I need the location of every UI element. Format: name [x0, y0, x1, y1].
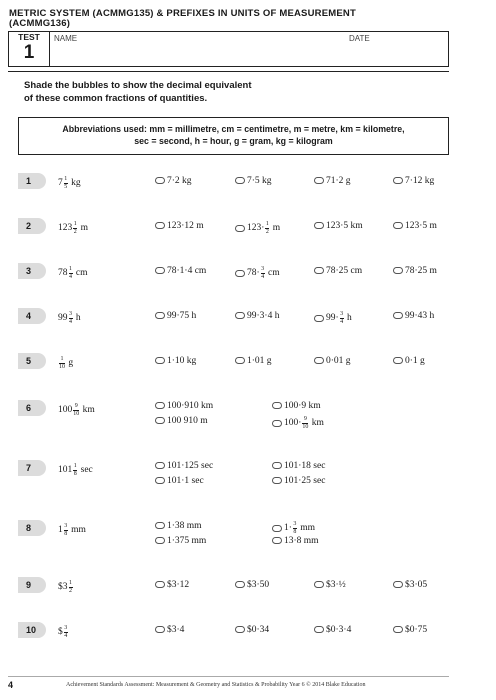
- answer-bubble[interactable]: [314, 222, 324, 229]
- answer-text: 7·2 kg: [167, 176, 192, 186]
- answer-option[interactable]: [235, 580, 269, 590]
- fraction-numerator: 1: [73, 463, 77, 469]
- question-text: [58, 176, 81, 190]
- answer-option[interactable]: [314, 580, 346, 590]
- fraction: [340, 311, 344, 325]
- answer-option[interactable]: [314, 625, 351, 635]
- question-row: [0, 622, 496, 656]
- fraction-numerator: 3: [64, 625, 68, 631]
- answer-text: 123·12 m: [167, 221, 204, 231]
- answer-option[interactable]: [314, 356, 351, 366]
- answer-bubble[interactable]: [235, 225, 245, 232]
- question-text: [58, 403, 95, 417]
- answer-text: 7·12 kg: [405, 176, 435, 186]
- answer-text: $0·75: [405, 625, 428, 635]
- question-row: [0, 263, 496, 297]
- answer-option[interactable]: [314, 311, 352, 325]
- answer-option[interactable]: [272, 536, 319, 546]
- answer-option[interactable]: [235, 356, 272, 366]
- answer-bubble[interactable]: [393, 357, 403, 364]
- fraction-denominator: 10: [59, 363, 65, 370]
- fraction-denominator: 2: [69, 587, 72, 594]
- answer-text: 1·375 mm: [167, 536, 207, 546]
- question-text: [58, 463, 93, 477]
- answer-bubble[interactable]: [155, 402, 165, 409]
- fraction-denominator: 8: [73, 470, 77, 477]
- fraction-denominator: 4: [261, 273, 265, 280]
- fraction-numerator: 1: [69, 580, 72, 586]
- question-number: 9: [18, 577, 46, 593]
- answer-unit: mm: [300, 523, 316, 534]
- test-number: 1: [23, 42, 35, 63]
- answer-option[interactable]: [155, 461, 213, 471]
- answer-text: 1·38 mm: [167, 521, 202, 531]
- fraction-numerator: 9: [74, 403, 78, 409]
- answer-bubble[interactable]: [272, 537, 282, 544]
- name-date-box[interactable]: [50, 31, 449, 67]
- answer-text: $3·12: [167, 580, 190, 590]
- question-text: [58, 523, 86, 537]
- answer-unit: cm: [268, 268, 280, 279]
- fraction: [59, 356, 65, 370]
- answer-option[interactable]: [393, 266, 437, 276]
- answer-unit: km: [311, 418, 324, 429]
- answer-unit: h: [347, 313, 352, 324]
- answer-text: $3·4: [167, 625, 185, 635]
- answer-option[interactable]: [235, 176, 272, 186]
- fraction-denominator: 10: [73, 410, 80, 417]
- answer-text: 99·43 h: [405, 311, 435, 321]
- fraction-denominator: 8: [64, 530, 68, 537]
- answer-bubble[interactable]: [155, 312, 165, 319]
- fraction-denominator: 8: [293, 528, 297, 535]
- fraction-denominator: 10: [302, 423, 309, 430]
- answer-bubble[interactable]: [272, 420, 282, 427]
- answer-bubble[interactable]: [155, 477, 165, 484]
- test-box: [8, 31, 50, 67]
- answer-text: 101·125 sec: [167, 461, 214, 471]
- answer-whole: 78·: [247, 268, 260, 279]
- question-whole: 1: [58, 525, 63, 536]
- answer-option[interactable]: [272, 461, 325, 471]
- question-whole: 7: [58, 178, 63, 189]
- fraction: [64, 176, 68, 190]
- question-whole: 78: [58, 268, 68, 279]
- fraction-denominator: 5: [64, 183, 68, 190]
- answer-option[interactable]: [155, 521, 202, 531]
- fraction: [73, 221, 77, 235]
- answer-bubble[interactable]: [235, 270, 245, 277]
- question-number: 3: [18, 263, 46, 279]
- fraction-numerator: 3: [64, 523, 68, 529]
- fraction-denominator: 2: [265, 228, 269, 235]
- answer-bubble[interactable]: [155, 417, 165, 424]
- answer-option[interactable]: [393, 580, 427, 590]
- answer-option[interactable]: [235, 266, 280, 280]
- question-unit: m: [80, 223, 89, 234]
- question-number: 1: [18, 173, 46, 189]
- answer-bubble[interactable]: [235, 626, 245, 633]
- answer-bubble[interactable]: [314, 626, 324, 633]
- fraction: [64, 523, 68, 537]
- answer-bubble[interactable]: [393, 312, 403, 319]
- answer-unit: m: [272, 223, 281, 234]
- answer-bubble[interactable]: [235, 357, 245, 364]
- answer-option[interactable]: [272, 521, 315, 535]
- question-unit: sec: [80, 465, 93, 476]
- answer-text: 123·5 km: [326, 221, 363, 231]
- footer-text: Achievement Standards Assessment: Measurement & Geometry and Statistics & Probability Year 6 © 2014 Blake Education: [66, 682, 366, 688]
- fraction-numerator: 3: [293, 521, 297, 527]
- answer-option[interactable]: [235, 221, 280, 235]
- question-number: 2: [18, 218, 46, 234]
- question-whole: $3: [58, 582, 68, 593]
- fraction: [73, 403, 79, 417]
- answer-bubble[interactable]: [393, 222, 403, 229]
- fraction: [265, 221, 269, 235]
- answer-text: $3·50: [247, 580, 270, 590]
- answer-bubble[interactable]: [314, 581, 324, 588]
- fraction-numerator: 1: [64, 176, 68, 182]
- answer-option[interactable]: [393, 625, 427, 635]
- fraction-denominator: 4: [64, 632, 68, 639]
- instructions-line-1: Shade the bubbles to show the decimal equivalent: [24, 80, 252, 91]
- fraction-denominator: 4: [69, 318, 72, 325]
- answer-bubble[interactable]: [155, 462, 165, 469]
- answer-bubble[interactable]: [393, 581, 403, 588]
- answer-whole: 123·: [247, 223, 265, 234]
- answer-text: 71·2 g: [326, 176, 351, 186]
- answer-bubble[interactable]: [155, 357, 165, 364]
- fraction-numerator: 1: [265, 221, 269, 227]
- question-number: 5: [18, 353, 46, 369]
- fraction-numerator: 1: [60, 356, 64, 362]
- fraction-numerator: 3: [69, 311, 72, 317]
- question-whole: 100: [58, 405, 73, 416]
- answer-bubble[interactable]: [314, 315, 324, 322]
- answer-bubble[interactable]: [155, 537, 165, 544]
- answer-bubble[interactable]: [272, 402, 282, 409]
- question-row: [0, 173, 496, 207]
- answer-text: 100·910 km: [167, 401, 214, 411]
- abbreviations-box: [18, 117, 449, 155]
- answer-option[interactable]: [272, 416, 324, 430]
- answer-option[interactable]: [393, 356, 425, 366]
- answer-text: $0·34: [247, 625, 270, 635]
- answer-option[interactable]: [272, 476, 325, 486]
- date-label: DATE: [349, 34, 370, 43]
- question-unit: kg: [71, 178, 81, 189]
- answer-option[interactable]: [155, 580, 189, 590]
- fraction: [69, 311, 73, 325]
- answer-bubble[interactable]: [272, 477, 282, 484]
- answer-option[interactable]: [314, 221, 363, 231]
- answer-bubble[interactable]: [155, 522, 165, 529]
- instructions-line-2: of these common fractions of quantities.: [24, 93, 208, 104]
- fraction-denominator: 4: [340, 318, 344, 325]
- answer-bubble[interactable]: [155, 222, 165, 229]
- fraction-denominator: 2: [73, 228, 77, 235]
- answer-option[interactable]: [314, 266, 362, 276]
- answer-text: $3·05: [405, 580, 428, 590]
- question-unit: cm: [75, 268, 88, 279]
- question-text: [58, 356, 73, 370]
- answer-bubble[interactable]: [235, 581, 245, 588]
- question-row: [0, 400, 496, 434]
- answer-bubble[interactable]: [155, 267, 165, 274]
- question-number: 8: [18, 520, 46, 536]
- answer-bubble[interactable]: [393, 267, 403, 274]
- fraction: [293, 521, 297, 535]
- footer-divider: [8, 676, 449, 677]
- abbreviations-line-2: sec = second, h = hour, g = gram, kg = kilogram: [134, 136, 333, 146]
- question-row: [0, 577, 496, 611]
- question-text: [58, 625, 69, 639]
- answer-text: 0·1 g: [405, 356, 425, 366]
- answer-bubble[interactable]: [235, 177, 245, 184]
- answer-text: 7·5 kg: [247, 176, 272, 186]
- answer-option[interactable]: [155, 356, 196, 366]
- question-row: [0, 218, 496, 252]
- question-text: [58, 580, 74, 594]
- question-row: [0, 353, 496, 387]
- answer-option[interactable]: [314, 176, 351, 186]
- answer-option[interactable]: [155, 311, 196, 321]
- answer-text: 0·01 g: [326, 356, 351, 366]
- answer-bubble[interactable]: [393, 626, 403, 633]
- fraction: [73, 463, 77, 477]
- answer-text: $3·½: [326, 580, 346, 590]
- fraction-numerator: 3: [340, 311, 344, 317]
- answer-text: 78·25 m: [405, 266, 437, 276]
- answer-bubble[interactable]: [235, 312, 245, 319]
- question-number: 10: [18, 622, 46, 638]
- answer-text: 101·1 sec: [167, 476, 204, 486]
- answer-whole: 1·: [284, 523, 292, 534]
- question-whole: 99: [58, 313, 68, 324]
- answer-bubble[interactable]: [155, 177, 165, 184]
- fraction-numerator: 1: [69, 266, 72, 272]
- question-whole: 101: [58, 465, 73, 476]
- answer-text: $0·3·4: [326, 625, 352, 635]
- fraction: [261, 266, 265, 280]
- question-text: [58, 311, 81, 325]
- question-unit: h: [75, 313, 81, 324]
- answer-option[interactable]: [155, 221, 204, 231]
- abbreviations-line-1: Abbreviations used: mm = millimetre, cm = centimetre, m = metre, km = kilometre,: [62, 124, 405, 134]
- answer-whole: 100·: [284, 418, 302, 429]
- fraction-numerator: 1: [73, 221, 77, 227]
- question-number: 7: [18, 460, 46, 476]
- question-row: [0, 308, 496, 342]
- answer-option[interactable]: [155, 416, 208, 426]
- answer-bubble[interactable]: [272, 525, 282, 532]
- answer-bubble[interactable]: [155, 626, 165, 633]
- question-number: 6: [18, 400, 46, 416]
- question-text: [58, 221, 88, 235]
- fraction-numerator: 9: [303, 416, 307, 422]
- answer-option[interactable]: [235, 625, 269, 635]
- answer-text: 99·3·4 h: [247, 311, 280, 321]
- answer-text: 78·1·4 cm: [167, 266, 207, 276]
- answer-option[interactable]: [393, 311, 434, 321]
- answer-text: 100·9 km: [284, 401, 321, 411]
- answer-option[interactable]: [155, 476, 204, 486]
- page-number: 4: [8, 680, 14, 690]
- name-label: NAME: [54, 34, 78, 43]
- question-unit: g: [68, 358, 74, 369]
- answer-text: 101·18 sec: [284, 461, 326, 471]
- question-row: [0, 460, 496, 494]
- fraction: [302, 416, 308, 430]
- answer-text: 13·8 mm: [284, 536, 319, 546]
- answer-text: 123·5 m: [405, 221, 437, 231]
- test-label: TEST: [18, 32, 40, 42]
- answer-bubble[interactable]: [393, 177, 403, 184]
- answer-bubble[interactable]: [155, 581, 165, 588]
- question-whole: $: [58, 627, 63, 638]
- answer-text: 78·25 cm: [326, 266, 363, 276]
- answer-text: 1·01 g: [247, 356, 272, 366]
- answer-option[interactable]: [393, 176, 434, 186]
- question-row: [0, 520, 496, 554]
- question-whole: 123: [58, 223, 73, 234]
- answer-text: 1·10 kg: [167, 356, 197, 366]
- fraction-numerator: 3: [261, 266, 265, 272]
- answer-option[interactable]: [272, 401, 321, 411]
- answer-bubble[interactable]: [314, 357, 324, 364]
- fraction-denominator: 4: [69, 273, 72, 280]
- answer-text: 99·75 h: [167, 311, 197, 321]
- answer-bubble[interactable]: [314, 267, 324, 274]
- answer-option[interactable]: [155, 176, 192, 186]
- question-unit: km: [82, 405, 95, 416]
- question-text: [58, 266, 87, 280]
- answer-bubble[interactable]: [314, 177, 324, 184]
- instructions: [24, 79, 424, 105]
- answer-bubble[interactable]: [272, 462, 282, 469]
- answer-text: 100 910 m: [167, 416, 208, 426]
- question-unit: mm: [71, 525, 86, 536]
- fraction: [64, 625, 68, 639]
- answer-whole: 99·: [326, 313, 339, 324]
- fraction: [69, 266, 73, 280]
- header-divider: [8, 71, 449, 72]
- answer-option[interactable]: [155, 401, 213, 411]
- answer-option[interactable]: [393, 221, 437, 231]
- fraction: [69, 580, 73, 594]
- answer-option[interactable]: [155, 266, 206, 276]
- answer-text: 101·25 sec: [284, 476, 326, 486]
- page-title: METRIC SYSTEM (ACMMG135) & PREFIXES IN UNITS OF MEASUREMENT (ACMMG136): [9, 8, 356, 29]
- answer-option[interactable]: [155, 536, 206, 546]
- question-number: 4: [18, 308, 46, 324]
- answer-option[interactable]: [235, 311, 279, 321]
- answer-option[interactable]: [155, 625, 184, 635]
